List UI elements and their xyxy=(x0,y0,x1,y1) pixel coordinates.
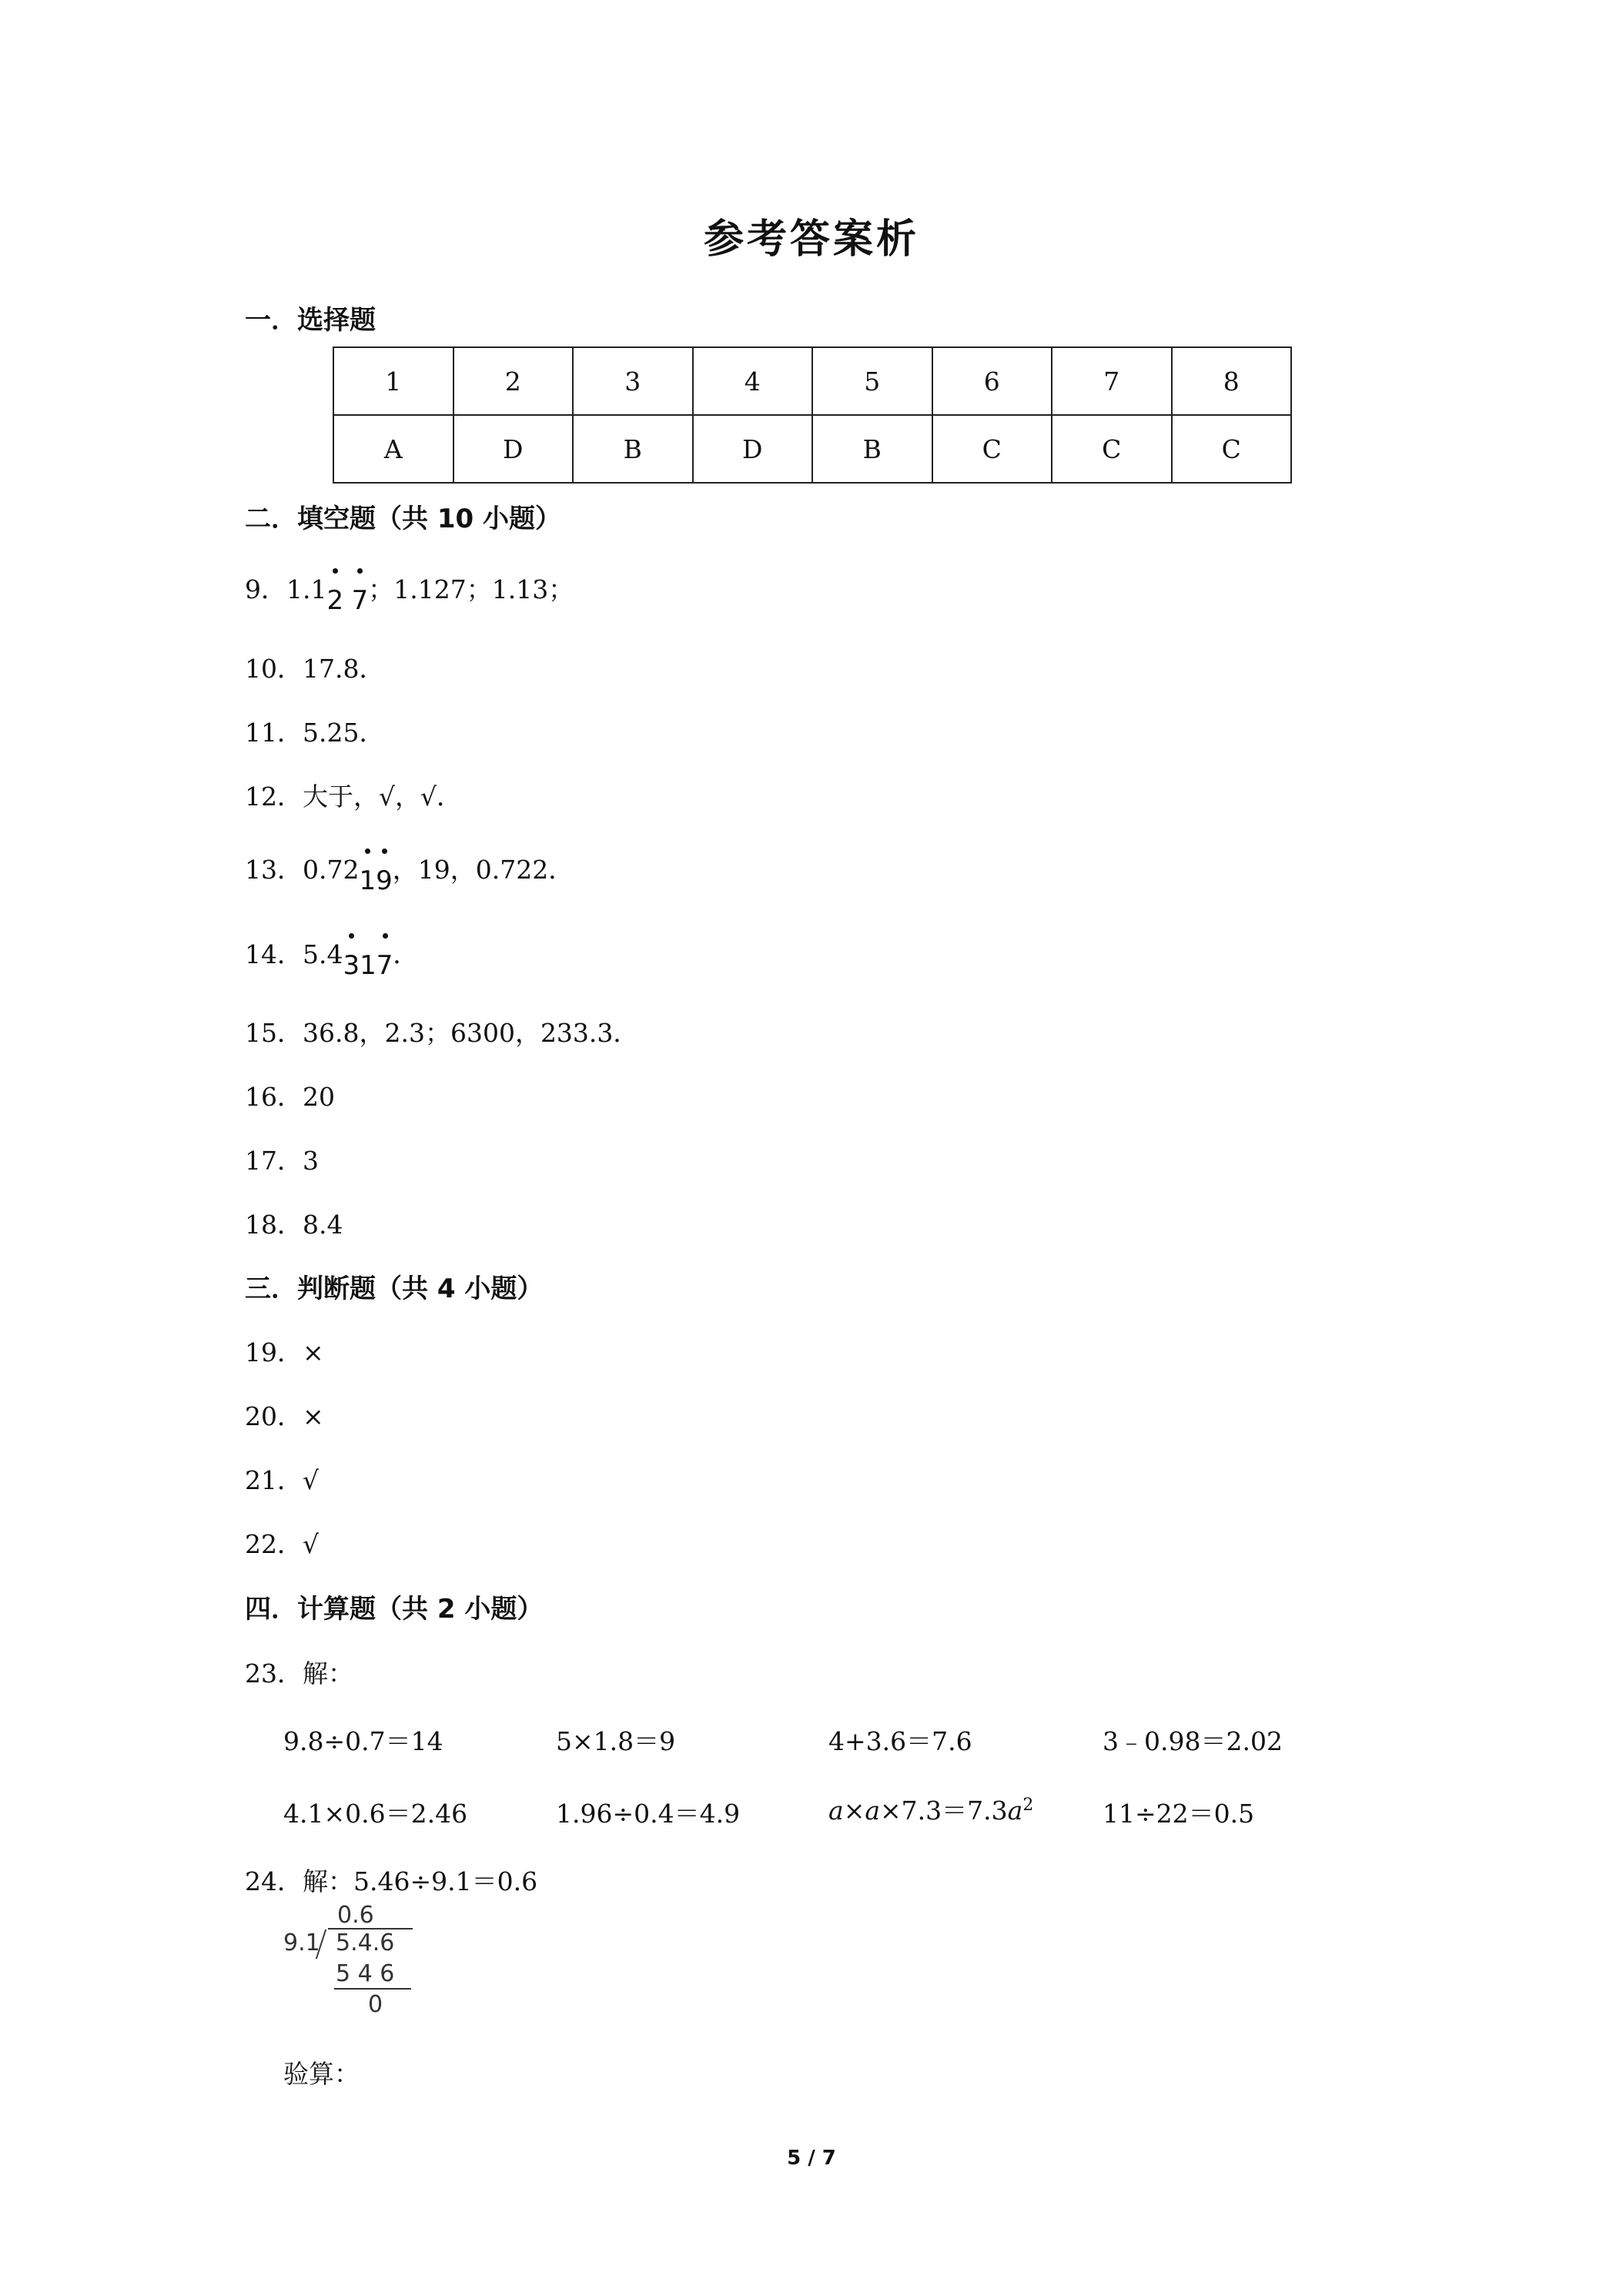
answer-line-17 xyxy=(245,1141,319,1177)
calc-text: ×7.3＝7.3 xyxy=(880,1796,1008,1826)
table-cell: 1 xyxy=(333,347,453,415)
answer-text: 20 xyxy=(303,1082,335,1112)
section-heading-calc: 四．计算题（共 2 小题） xyxy=(245,1594,544,1625)
digit: 1 xyxy=(359,865,376,896)
subtrahend: 5 4 6 xyxy=(336,1960,395,1987)
repeat-dot-icon xyxy=(365,848,370,854)
repeat-dot-icon xyxy=(333,568,338,574)
section-heading-fill: 二．填空题（共 10 小题） xyxy=(245,504,561,534)
dividend: 5.4.6 xyxy=(336,1930,395,1956)
calc-item: 4.1×0.6＝2.46 xyxy=(283,1799,468,1829)
question-number: 13． xyxy=(245,855,303,885)
variable: a xyxy=(865,1796,881,1826)
check-label: 验算： xyxy=(283,2059,360,2089)
answer-text: 5.4 xyxy=(303,939,343,969)
answer-text: ；1.127；1.13； xyxy=(368,574,574,604)
answer-text: 解： xyxy=(303,1658,353,1689)
table-cell: B xyxy=(812,415,932,483)
calc-item: 5×1.8＝9 xyxy=(556,1726,676,1756)
subtraction-line xyxy=(334,1988,411,1990)
answer-text: 解：5.46÷9.1＝0.6 xyxy=(303,1866,538,1896)
answer-line-19 xyxy=(245,1333,324,1369)
table-cell: 4 xyxy=(693,347,813,415)
divisor: 9.1 xyxy=(283,1930,320,1956)
calc-item: 1.96÷0.4＝4.9 xyxy=(556,1799,741,1829)
answer-line-22 xyxy=(245,1525,319,1561)
answer-line-10 xyxy=(245,649,384,685)
answer-line-18 xyxy=(245,1205,343,1241)
question-number: 22． xyxy=(245,1529,303,1559)
table-cell: C xyxy=(1172,415,1292,483)
answer-line-12 xyxy=(245,777,462,813)
table-cell: 2 xyxy=(453,347,574,415)
answer-text: 大于，√，√． xyxy=(303,782,463,812)
repeat-dot-icon xyxy=(383,933,388,939)
answer-line-23 xyxy=(245,1654,353,1690)
answer-text: √ xyxy=(303,1529,320,1559)
digit: 7 xyxy=(351,585,369,616)
question-number: 19． xyxy=(245,1337,303,1367)
repeat-dot-icon xyxy=(357,568,363,574)
question-number: 18． xyxy=(245,1210,303,1240)
answer-text: × xyxy=(303,1401,324,1431)
repeating-digit xyxy=(376,950,393,981)
answer-table-numbers-row xyxy=(333,347,1291,415)
question-number: 14． xyxy=(245,939,303,969)
table-cell: 5 xyxy=(812,347,932,415)
answer-line-9 xyxy=(245,570,574,616)
long-division-figure xyxy=(283,1902,422,2033)
answer-text: × xyxy=(303,1337,324,1367)
answer-line-21 xyxy=(245,1461,319,1497)
variable: a xyxy=(1007,1796,1023,1826)
answer-text: 3 xyxy=(303,1146,319,1176)
page-title: 参考答案析 xyxy=(703,216,919,263)
question-number: 15． xyxy=(245,1018,303,1048)
table-cell: 6 xyxy=(932,347,1052,415)
answer-line-14 xyxy=(245,935,419,981)
question-number: 9． xyxy=(245,574,286,604)
repeating-digit xyxy=(352,585,369,616)
digit: 3 xyxy=(343,950,360,981)
question-number: 12． xyxy=(245,782,303,812)
section-heading-judge: 三．判断题（共 4 小题） xyxy=(245,1274,544,1304)
operator: × xyxy=(843,1796,865,1826)
answer-text: ． xyxy=(393,939,419,969)
table-cell: C xyxy=(932,415,1052,483)
table-cell: D xyxy=(453,415,574,483)
table-cell: A xyxy=(333,415,453,483)
answer-table xyxy=(333,346,1292,484)
table-cell: 7 xyxy=(1052,347,1172,415)
calc-item: 4+3.6＝7.6 xyxy=(828,1726,972,1756)
table-cell: D xyxy=(693,415,813,483)
calc-item: 11÷22＝0.5 xyxy=(1103,1799,1255,1829)
digit: 9 xyxy=(376,865,393,896)
question-number: 10． xyxy=(245,654,303,684)
question-number: 17． xyxy=(245,1146,303,1176)
question-number: 20． xyxy=(245,1401,303,1431)
table-cell: B xyxy=(573,415,693,483)
repeating-digit xyxy=(343,950,360,981)
table-cell: 3 xyxy=(573,347,693,415)
answer-text: 8.4 xyxy=(303,1210,343,1240)
answer-line-16 xyxy=(245,1077,335,1113)
question-number: 23． xyxy=(245,1658,303,1689)
digit: 1 xyxy=(360,950,376,981)
answer-text: 0.72 xyxy=(303,855,360,885)
calc-item: 3﹣0.98＝2.02 xyxy=(1103,1726,1283,1756)
exponent: 2 xyxy=(1022,1796,1034,1815)
repeating-digit xyxy=(376,865,393,896)
answer-line-13 xyxy=(245,850,574,896)
digit: 7 xyxy=(376,950,393,981)
answer-text: √ xyxy=(303,1465,320,1495)
answer-text: 1.1 xyxy=(286,574,327,604)
section-heading-choice: 一．选择题 xyxy=(245,305,376,336)
table-cell: 8 xyxy=(1172,347,1292,415)
answer-line-15 xyxy=(245,1013,638,1049)
calc-item: 9.8÷0.7＝14 xyxy=(283,1726,443,1756)
answer-text: 5.25． xyxy=(303,718,385,748)
repeating-digit xyxy=(359,865,376,896)
answer-text: 17.8． xyxy=(303,654,385,684)
quotient: 0.6 xyxy=(337,1902,374,1929)
repeating-digit xyxy=(326,585,343,616)
calc-item-variable xyxy=(828,1791,1033,1827)
page-number: 5 / 7 xyxy=(787,2147,836,2170)
question-number: 16． xyxy=(245,1082,303,1112)
question-number: 21． xyxy=(245,1465,303,1495)
remainder: 0 xyxy=(368,1991,383,2018)
repeat-dot-icon xyxy=(349,933,354,939)
answer-line-20 xyxy=(245,1397,324,1433)
answer-text: 36.8，2.3；6300，233.3． xyxy=(303,1018,639,1048)
table-cell: C xyxy=(1052,415,1172,483)
answer-line-11 xyxy=(245,713,384,749)
question-number: 24． xyxy=(245,1866,303,1896)
digit: 2 xyxy=(326,585,344,616)
repeat-dot-icon xyxy=(382,848,387,854)
answer-text: ，19，0.722． xyxy=(392,855,574,885)
answer-line-24 xyxy=(245,1862,537,1898)
variable: a xyxy=(828,1796,844,1826)
question-number: 11． xyxy=(245,718,303,748)
answer-table-answers-row xyxy=(333,415,1291,483)
